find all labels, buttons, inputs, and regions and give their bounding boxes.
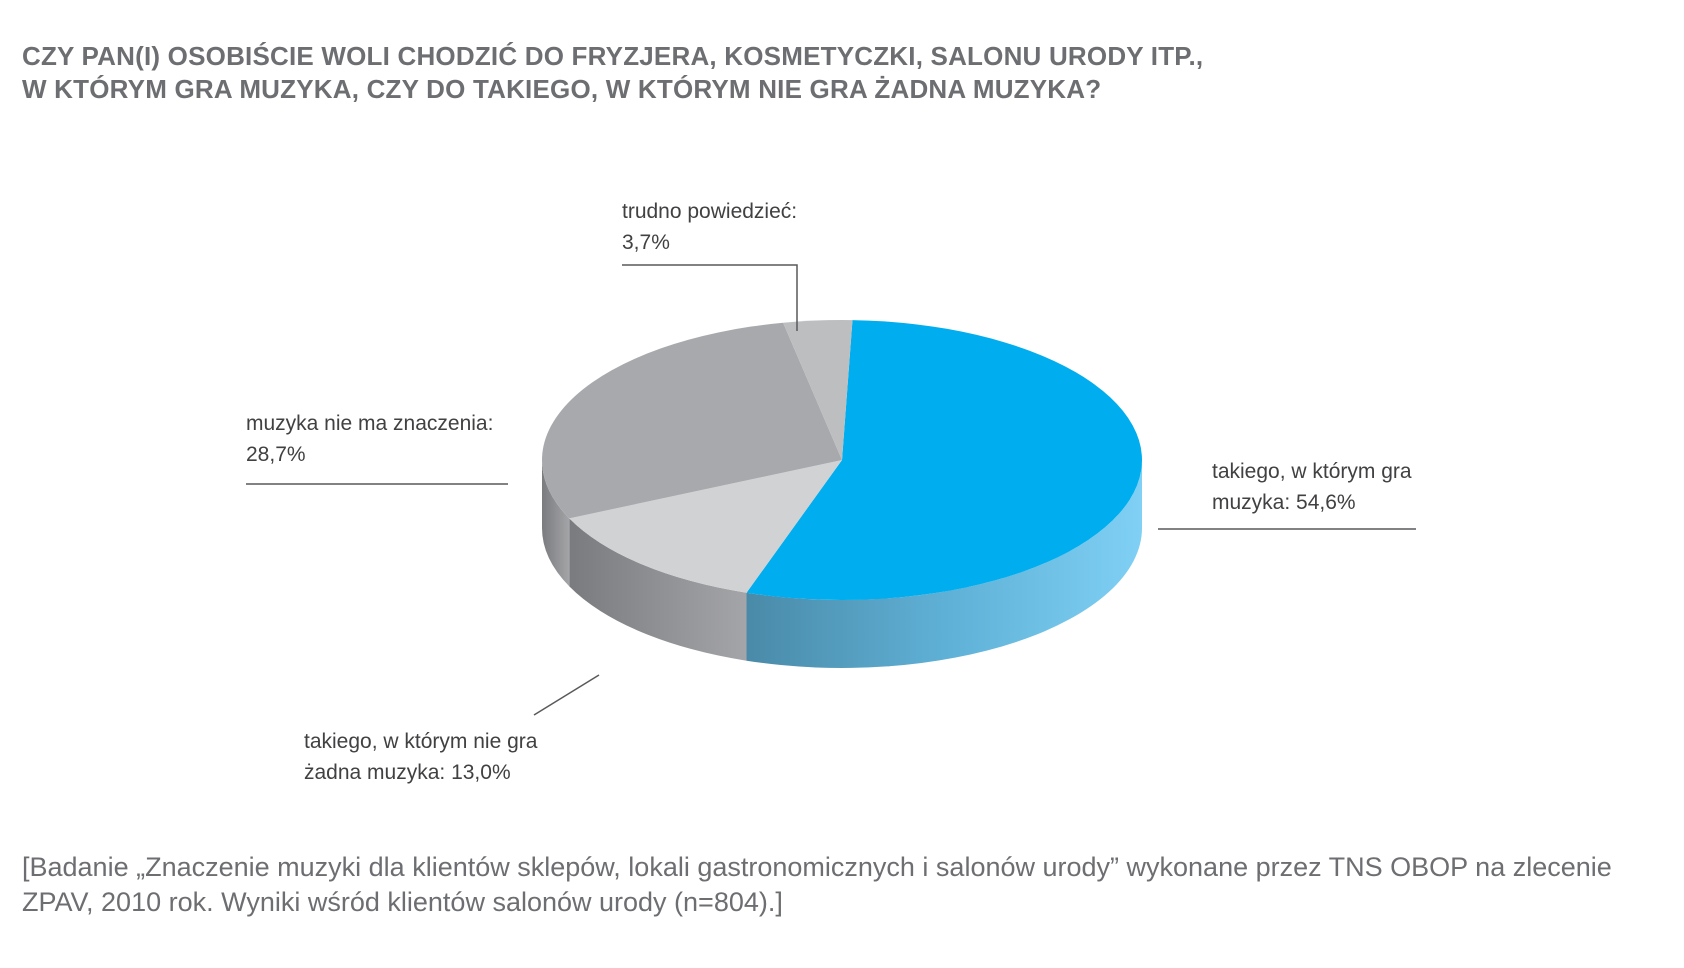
- source-footnote-line-2: ZPAV, 2010 rok. Wyniki wśród klientów salonów urody (n=804).]: [22, 887, 783, 917]
- pie-slices: [542, 320, 1142, 600]
- slice-label-trudno-value: 3,7%: [622, 231, 670, 254]
- chart-title-line-2: W KTÓRYM GRA MUZYKA, CZY DO TAKIEGO, W KTÓRYM NIE GRA ŻADNA MUZYKA?: [22, 74, 1102, 104]
- slice-label-gra: [1212, 456, 1412, 518]
- slice-label-nie-gra-name: takiego, w którym nie gra: [304, 730, 538, 753]
- slice-label-muzyka-nie: [246, 408, 493, 470]
- leader-line-trudno: [622, 265, 797, 331]
- slice-label-trudno-name: trudno powiedzieć:: [622, 200, 798, 223]
- slice-label-trudno: [622, 196, 797, 258]
- slice-label-muzyka-nie-value: 28,7%: [246, 443, 306, 466]
- slice-label-nie-gra: [304, 726, 537, 788]
- slice-label-gra-name: takiego, w którym gra: [1212, 460, 1412, 483]
- slice-label-nie-gra-value: żadna muzyka: 13,0%: [304, 761, 511, 784]
- slice-label-gra-value: muzyka: 54,6%: [1212, 491, 1356, 514]
- source-footnote-line-1: [Badanie „Znaczenie muzyki dla klientów sklepów, lokali gastronomicznych i salonów urody” wykonane przez TNS OBOP na zlecenie: [22, 852, 1612, 882]
- slice-label-muzyka-nie-name: muzyka nie ma znaczenia:: [246, 412, 494, 435]
- source-footnote: [22, 850, 1662, 920]
- chart-title-line-1: CZY PAN(I) OSOBIŚCIE WOLI CHODZIĆ DO FRYZJERA, KOSMETYCZKI, SALONU URODY ITP.,: [22, 41, 1204, 71]
- leader-line-nie-gra: [534, 675, 599, 715]
